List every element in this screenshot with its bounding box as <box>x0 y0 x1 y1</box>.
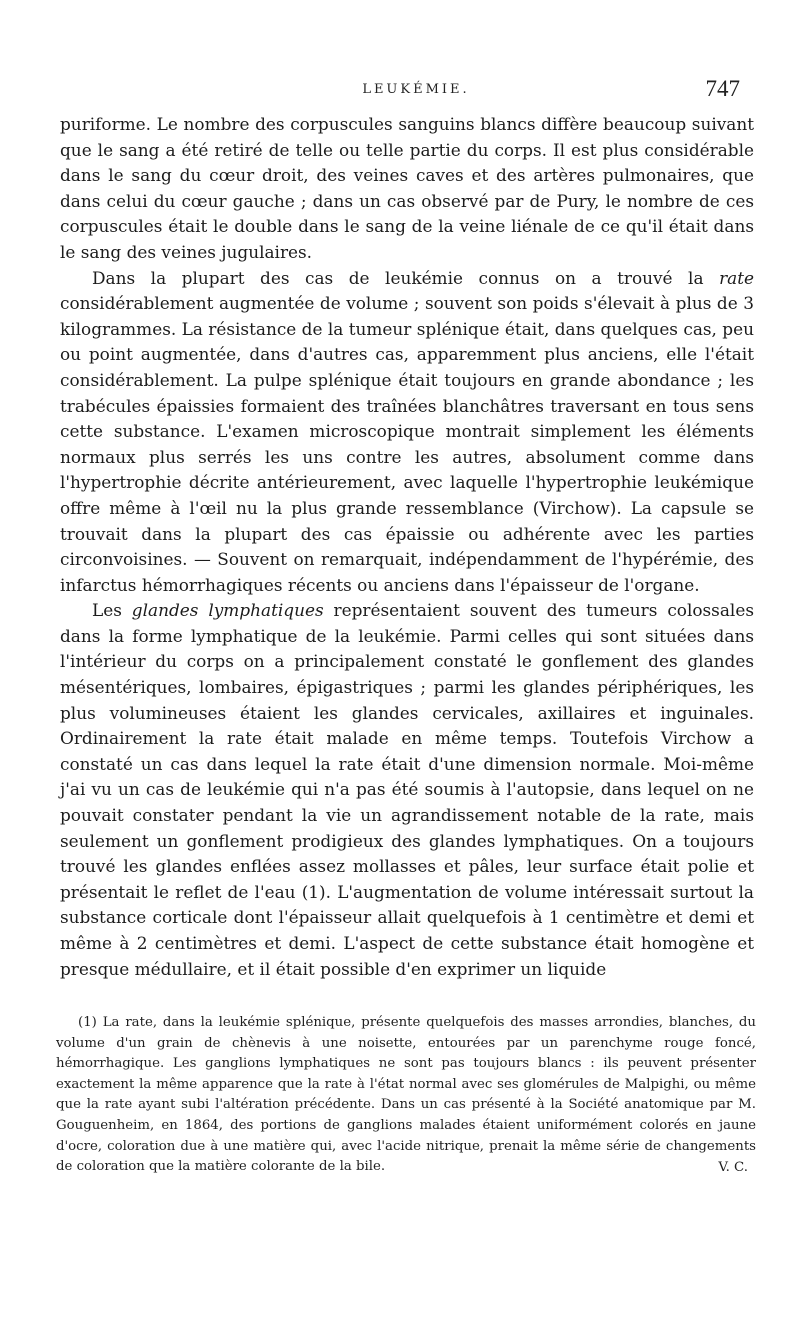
paragraph-2 <box>60 266 754 599</box>
paragraph-1: puriforme. Le nombre des corpuscules sanguins blancs diffère beaucoup suivant que le sang a été retiré de telle ou telle partie du corps. Il est plus considérable dans le sang du cœur droit, des veines caves et des artères pulmonaires, que dans celui du cœur gauche ; dans un cas observé par de Pury, le nombre de ces corpuscules était le double dans le sang de la veine liénale de ce qu'il était dans le sang des veines jugulaires. <box>60 114 754 262</box>
footnote-text: (1) La rate, dans la leukémie splénique, présente quelquefois des masses arrondies, blanches, du volume d'un grain de chènevis à une noisette, entourées par un parenchyme rouge foncé, hémorrhagique. Les ganglions lymphatiques ne sont pas toujours blancs : ils peuvent présenter exactement la même apparence que la rate à l'état normal avec ses glomérules de Malpighi, ou même que la rate ayant subi l'altération précédente. Dans un cas présenté à la Société anatomique par M. Gouguenheim, en 1864, des portions de ganglions malades étaient uniformément colorés en jaune d'ocre, coloration due à une matière qui, avec l'acide nitrique, prenait la même série de changements de coloration que la matière colorante de la bile. <box>56 1015 756 1175</box>
running-head <box>64 76 768 106</box>
paragraph-3 <box>60 598 754 982</box>
footnote <box>56 1013 756 1178</box>
paragraph-3-rest: représentaient souvent des tumeurs colossales dans la forme lymphatique de la leukémie. Parmi celles qui sont situées dans l'intérieur du corps on a principalement constaté le gonflement des glandes mésentériques, lombaires, épigastriques ; parmi les glandes périphériques, les plus volumineuses étaient les glandes cervicales, axillaires et inguinales. Ordinairement la rate était malade en même temps. Toutefois Virchow a constaté un cas dans lequel la rate était d'une dimension normale. Moi-même j'ai vu un cas de leukémie qui n'a pas été soumis à l'autopsie, dans lequel on ne pouvait constater pendant la vie un agrandissement notable de la rate, mais seulement un gonflement prodigieux des glandes lymphatiques. On a toujours trouvé les glandes enflées assez mollasses et pâles, leur surface était polie et présentait le reflet de l'eau (1). L'augmentation de volume intéressait surtout la substance corticale dont l'épaisseur allait quelquefois à 1 centimètre et demi et même à 2 centimètres et demi. L'aspect de cette substance était homogène et presque médullaire, et il était possible d'en exprimer un liquide <box>60 600 754 979</box>
paragraph-3-start: Les <box>92 600 132 621</box>
paragraph-2-rest: considérablement augmentée de volume ; souvent son poids s'élevait à plus de 3 kilogrammes. La résistance de la tumeur splénique était, dans quelques cas, peu ou point augmentée, dans d'autres cas, apparemment plus anciens, elle l'était considérablement. La pulpe splénique était toujours en grande abondance ; les trabécules épaissies formaient des traînées blanchâtres traversant en tous sens cette substance. L'examen microscopique montrait simplement les éléments normaux plus serrés les uns contre les autres, absolument comme dans l'hypertrophie décrite antérieurement, avec laquelle l'hypertrophie leukémique offre même à l'œil nu la plus grande ressemblance (Virchow). La capsule se trouvait dans la plupart des cas épaissie ou adhérente avec les parties circonvoisines. — Souvent on remarquait, indépendamment de l'hypérémie, des infarctus hémorrhagiques récents ou anciens dans l'épaisseur de l'organe. <box>60 293 754 595</box>
term-glandes-lymphatiques: glandes lymphatiques <box>131 600 324 621</box>
term-rate: rate <box>719 267 754 288</box>
page-number: 747 <box>705 76 740 101</box>
paragraph-2-start: Dans la plupart des cas de leukémie connus on a trouvé la <box>92 267 720 288</box>
footnote-signature: V. C. <box>718 1159 748 1175</box>
running-title: LEUKÉMIE. <box>362 82 470 97</box>
main-text <box>60 112 754 982</box>
